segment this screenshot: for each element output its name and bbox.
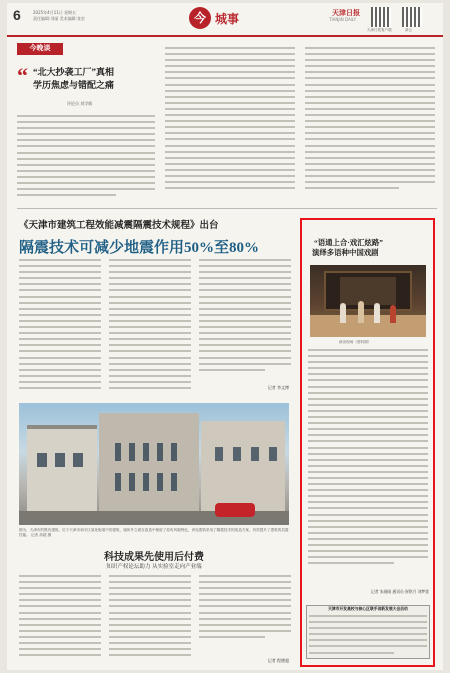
building-photo (19, 403, 289, 525)
article-title: 《天津市建筑工程效能减震隔震技术规程》出台 (19, 221, 219, 231)
section-name: 城事 (215, 12, 240, 26)
opinion-title (33, 66, 163, 92)
newspaper-page (7, 3, 443, 670)
paper-name: 天津日报 (332, 9, 360, 17)
photo-caption-text: 图为，天津市的既有建筑。位于天津市和平区某处街道中的建筑，墙体外立面在改造中保留了原有风貌特色，该处建筑采用了隔震技术的改造方案，有效提升了建筑的抗震性能。 (19, 528, 289, 537)
article-headline: 隔震技术可减少地震作用50%至80% (19, 240, 260, 256)
opinion-byline: 评论员 刘学敏 (67, 101, 93, 106)
article-reporter: 记者 李文博 (267, 385, 289, 390)
qr-left-label: 天津日报客户端 (367, 28, 392, 32)
qr-right-label: 津云 (405, 28, 412, 32)
photo-caption (19, 528, 289, 538)
article-body-col3 (199, 259, 291, 381)
stage-photo-caption: 演出现场（资料图） (339, 340, 372, 344)
qr-code-icon (402, 7, 422, 27)
paper-subname: TIANJIN DAILY (329, 17, 357, 22)
opinion-title-line2: 学历焦虑与错配之痛 (33, 80, 115, 90)
page-number: 6 (13, 7, 21, 23)
highlight-title-line2: 演绎多语种中国戏剧 (312, 248, 379, 257)
opinion-title-line1: “北大抄袭工厂”真相 (33, 67, 115, 77)
highlight-reporters: 记者 朱刚刚 通讯员 崔铭月 刘梦萱 (371, 589, 429, 594)
sub-article-reporter: 记者 程德超 (267, 658, 289, 663)
opinion-body-col1 (17, 115, 155, 201)
photo-credit: 记者 高超 摄 (30, 533, 52, 537)
article-body-col1 (19, 259, 101, 399)
sub-body-col2 (109, 575, 191, 661)
section-logo: 今 (189, 7, 211, 29)
header-date: 2025年4月11日 星期五 (33, 10, 77, 15)
page-header (7, 3, 443, 37)
sub-article-title: 科技成果先使用后付费 (104, 552, 204, 563)
header-editors: 责任编辑:刘丽 美术编辑:张宏 (33, 16, 85, 21)
sub-article-subtitle: 知识产权论坛助力 从实验室走向产业端 (106, 564, 202, 570)
stage-photo (310, 265, 426, 337)
qr-code-icon (371, 7, 391, 27)
opinion-body-col2 (165, 47, 295, 202)
section-divider (17, 208, 437, 209)
quote-icon: “ (17, 63, 28, 88)
notice-title: 天津市开发高校与核心区联手创新发展大会启动 (328, 607, 408, 611)
sub-body-col1 (19, 575, 101, 661)
opinion-body-col3 (305, 47, 435, 202)
highlight-title-line1: “语通上合·戏汇炫路” (314, 238, 383, 247)
highlight-body (308, 349, 428, 579)
article-body-col2 (109, 259, 191, 399)
opinion-banner: 今晚谈 (17, 43, 63, 55)
sub-body-col3 (199, 575, 291, 647)
notice-body (309, 615, 427, 655)
header-meta (33, 10, 85, 22)
